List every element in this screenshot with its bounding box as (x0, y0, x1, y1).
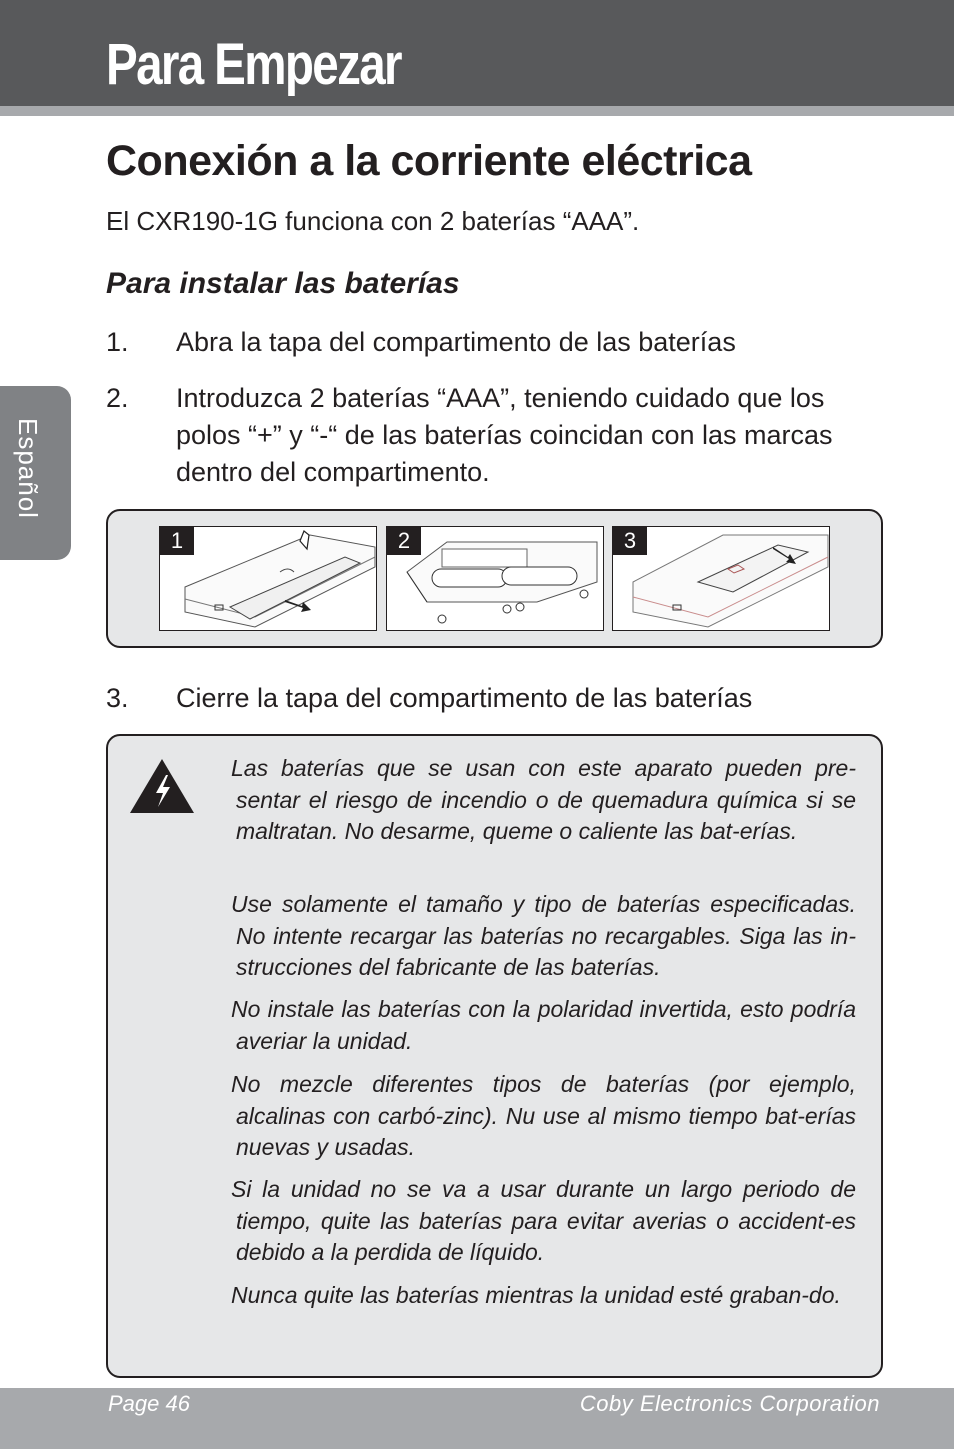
warning-paragraph: Si la unidad no se va a usar durante un largo periodo de tiempo, quite las baterías para evitar averias o accident-es debido a la perdida de líquido. (231, 1176, 856, 1265)
page-title: Para Empezar (106, 32, 401, 97)
step-number: 3. (106, 683, 129, 713)
warning-paragraph: No mezcle diferentes tipos de baterías (por ejemplo, alcalinas con carbó-zinc). Nu use al mismo tiempo bat-erías nuevas y usadas. (231, 1071, 856, 1160)
panel-number: 1 (160, 527, 194, 555)
language-tab-label: Español (13, 418, 43, 519)
company-name: Coby Electronics Corporation (579, 1391, 880, 1416)
warning-paragraph: Nunca quite las baterías mientras la unidad esté graban-do. (231, 1282, 841, 1308)
electric-hazard-icon (128, 757, 196, 815)
step-text: Cierre la tapa del compartimento de las baterías (176, 683, 753, 713)
warning-paragraph: No instale las baterías con la polaridad invertida, esto podría averiar la unidad. (231, 996, 856, 1054)
language-tab-label-wrap (8, 418, 68, 528)
panel-number: 3 (613, 527, 647, 555)
step-number: 1. (106, 327, 129, 357)
panel-number: 2 (387, 527, 421, 555)
step-text: Abra la tapa del compartimento de las baterías (176, 327, 736, 357)
header-stripe (0, 106, 954, 116)
warning-paragraph: Use solamente el tamaño y tipo de baterías especificadas. No intente recargar las baterías no recargables. Siga las in-strucciones del fabricante de las baterías. (231, 891, 856, 980)
step-number: 2. (106, 383, 129, 413)
page-number: Page 46 (108, 1391, 190, 1416)
warning-paragraph: Las baterías que se usan con este aparato pueden pre-sentar el riesgo de incendio o de quemadura química si se maltratan. No desarme, queme o caliente las bat-erías. (231, 755, 856, 844)
figure-panel-2 (386, 526, 604, 631)
figure-panel-3 (612, 526, 830, 631)
section-title: Conexión a la corriente eléctrica (106, 137, 752, 185)
intro-text: El CXR190-1G funciona con 2 baterías “AAA”. (106, 206, 640, 236)
figure-panel-1 (159, 526, 377, 631)
step-text: Introduzca 2 baterías “AAA”, teniendo cuidado que los polos “+” y “-“ de las baterías coincidan con las marcas dentro del compartimento. (176, 383, 833, 487)
subheading: Para instalar las baterías (106, 267, 460, 300)
